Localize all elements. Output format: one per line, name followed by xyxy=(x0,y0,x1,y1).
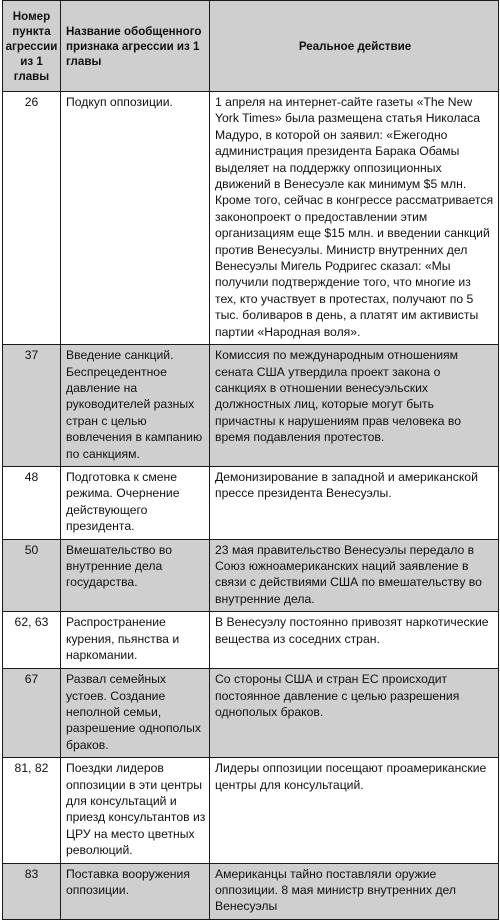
row-feature: Поставка вооружения оппозиции. xyxy=(61,863,210,919)
table-body xyxy=(3,92,499,920)
row-feature: Поездки лидеров оппозиции в эти центры для консультаций и приезд консультантов из ЦРУ на место цветных революций. xyxy=(61,758,210,863)
row-number: 50 xyxy=(3,539,61,612)
table-row xyxy=(3,612,499,669)
header-action: Реальное действие xyxy=(210,1,499,92)
row-action: Американцы тайно поставляли оружие оппозиции. 8 мая министр внутренних дел Венесуэлы xyxy=(210,863,499,919)
row-number: 26 xyxy=(3,92,61,345)
table-row xyxy=(3,539,499,612)
row-action: Демонизирование в западной и американской прессе президента Венесуэлы. xyxy=(210,466,499,539)
row-number: 48 xyxy=(3,466,61,539)
table-row xyxy=(3,466,499,539)
row-action: В Венесуэлу постоянно привозят наркотические вещества из соседних стран. xyxy=(210,612,499,669)
row-action: Со стороны США и стран ЕС происходит постоянное давление с целью разрешения однополых браков. xyxy=(210,669,499,758)
row-action: Комиссия по международным отношениям сената США утвердила проект закона о санкциях в отношении венесуэльских должностных лиц, которые могут быть причастны к нарушениям прав человека во время подавления протестов. xyxy=(210,345,499,467)
document-page xyxy=(2,0,498,920)
table-row xyxy=(3,92,499,345)
aggression-table xyxy=(2,0,499,920)
row-number: 37 xyxy=(3,345,61,467)
table-row xyxy=(3,345,499,467)
table-row xyxy=(3,669,499,758)
row-feature: Подкуп оппозиции. xyxy=(61,92,210,345)
row-number: 67 xyxy=(3,669,61,758)
row-action: Лидеры оппозиции посещают проамериканские центры для консультаций. xyxy=(210,758,499,863)
row-action: 1 апреля на интернет-сайте газеты «The New York Times» была размещена статья Николаса Мадуро, в которой он заявил: «Ежегодно администрация президента Барака Обамы выделяет на поддержку оппозиционных движений в Венесуэле как минимум $5 млн. Кроме того, сейчас в конгрессе рассматривается законопроект о предоставлении этим организациям еще $15 млн. и введении санкций против Венесуэлы. Министр внутренних дел Венесуэлы Мигель Родригес сказал: «Мы получили подтверждение того, что многие из тех, кто участвует в протестах, получают по 5 тыс. боливаров в день, а платят им активисты партии «Народная воля». xyxy=(210,92,499,345)
table-row xyxy=(3,863,499,919)
table-header xyxy=(3,1,499,92)
table-row xyxy=(3,758,499,863)
header-feature: Название обобщенного признака агрессии из 1 главы xyxy=(61,1,210,92)
row-feature: Распространение курения, пьянства и наркомании. xyxy=(61,612,210,669)
row-feature: Развал семейных устоев. Создание неполной семьи, разрешение однополых браков. xyxy=(61,669,210,758)
row-number: 62, 63 xyxy=(3,612,61,669)
row-number: 83 xyxy=(3,863,61,919)
row-action: 23 мая правительство Венесуэлы передало в Союз южноамериканских наций заявление в связи с действиями США по вмешательству во внутренние дела. xyxy=(210,539,499,612)
header-number: Номер пункта агрессии из 1 главы xyxy=(3,1,61,92)
header-row xyxy=(3,1,499,92)
row-feature: Введение санкций. Беспрецедентное давление на руководителей разных стран с целью вовлечения в кампанию по санкциям. xyxy=(61,345,210,467)
row-number: 81, 82 xyxy=(3,758,61,863)
row-feature: Вмешательство во внутренние дела государства. xyxy=(61,539,210,612)
row-feature: Подготовка к смене режима. Очернение действующего президента. xyxy=(61,466,210,539)
